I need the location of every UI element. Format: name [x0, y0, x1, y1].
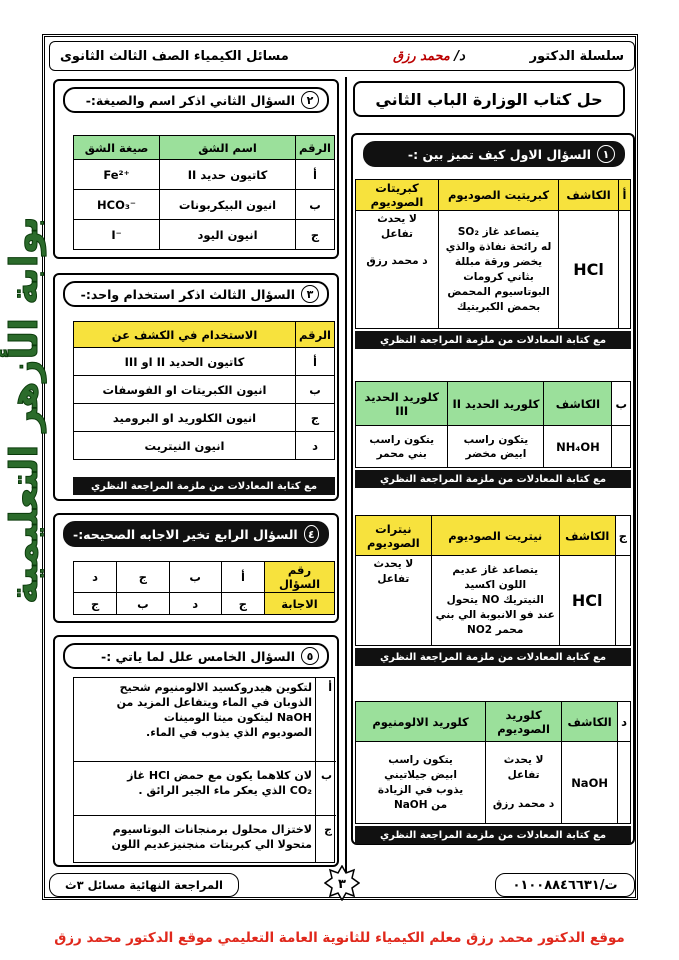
q2-row-name: كاتيون حديد II	[160, 160, 296, 190]
series-title: سلسلة الدكتور	[529, 48, 624, 64]
q4-row1-cell: ب	[169, 562, 221, 593]
q1b-col1	[448, 426, 544, 468]
q5-list	[73, 677, 335, 863]
q1c-header-col2: نيترات الصوديوم	[356, 516, 432, 556]
q1d-header-col1: كلوريد الصوديوم	[486, 702, 562, 742]
q5-line: الصوديوم الذي يذوب في الماء.	[146, 726, 312, 739]
q4-row2-cell: ب	[117, 593, 169, 615]
q1b-col2	[356, 426, 448, 468]
q3-row-use: انيون الكلوريد او البروميد	[74, 404, 296, 432]
q2-row-name: انيون البيكربونات	[160, 190, 296, 220]
q1a-header-col1: كبريتيت الصوديوم	[439, 180, 559, 211]
q1c-col1	[431, 556, 559, 646]
q3-box	[53, 273, 339, 501]
q5-line: لاختزال محلول برمنجانات البوتاسيوم	[112, 823, 312, 836]
q1-part-b	[355, 381, 631, 488]
q3-title-text: السؤال الثالث اذكر استخدام واحد:-	[80, 286, 295, 302]
q4-row2-cell: د	[169, 593, 221, 615]
q1d-header-col2: كلوريد الالومنيوم	[356, 702, 486, 742]
q2-row-formula: HCO₃⁻	[74, 190, 160, 220]
watermark-text: بوابة الأزهر التعليمية	[2, 216, 46, 604]
q5-row-text	[78, 822, 312, 852]
q1c-col1-line: عند فو الانبوبة الي بني	[435, 609, 555, 621]
q1b-col2-line: بني محمر	[376, 447, 427, 460]
q1a-col1-line: البوتاسيوم المحمض	[447, 285, 550, 298]
page-header	[49, 41, 635, 71]
q2-row-letter: ج	[296, 220, 335, 250]
q1d-letter-empty	[618, 742, 631, 824]
q3-table	[73, 321, 335, 460]
q2-row-formula: I⁻	[74, 220, 160, 250]
q1d-reagent: NaOH	[562, 742, 618, 824]
q2-row-name: انيون اليود	[160, 220, 296, 250]
q1a-col2	[356, 211, 439, 329]
q1d-col1-line: تفاعل	[507, 769, 540, 781]
q1c-col2-line: تفاعل	[377, 573, 410, 585]
q1a-header-reagent: الكاشف	[559, 180, 619, 211]
q1c-col1-line: اللون اكسيد	[464, 579, 527, 591]
q2-row-letter: أ	[296, 160, 335, 190]
q1a-col1	[439, 211, 559, 329]
q1d-col1	[486, 742, 562, 824]
q1b-col2-line: يتكون راسب	[369, 433, 435, 446]
q1c-col1-line: محمر NO2	[467, 624, 524, 636]
q1c-letter-empty	[615, 556, 630, 646]
q1a-reagent: HCl	[559, 211, 619, 329]
q3-row-letter: أ	[296, 348, 335, 376]
q1d-col2-line: يتكون راسب	[388, 753, 453, 766]
q1c-col1-line: يتصاعد غاز عديم	[452, 564, 539, 576]
q5-row-b	[74, 762, 336, 816]
q1a-col1-line: يتصاعد غاز SO₂	[457, 225, 540, 238]
bottom-row	[49, 871, 635, 899]
q1a-col1-line: له رائحة نفاذة والذي	[445, 240, 552, 253]
q1c-table	[355, 515, 631, 646]
q2-box	[53, 79, 339, 259]
q1d-col1-line: لا يحدث	[503, 754, 544, 766]
q1d-signature: د محمد رزق	[492, 798, 555, 810]
q2-table	[73, 135, 335, 250]
author-name: محمد رزق	[393, 48, 450, 64]
q2-title	[63, 87, 329, 113]
q4-row2-cell: ج	[221, 593, 264, 615]
q4-row1-label: رقم السؤال	[265, 562, 335, 593]
q5-row-letter: ب	[320, 769, 332, 782]
q1b-header-col2: كلوريد الحديد III	[356, 382, 448, 426]
page-number-badge	[324, 865, 360, 901]
q1b-letter-empty	[612, 426, 631, 468]
q1d-equations-note: مع كتابة المعادلات من ملزمة المراجعة النظري	[355, 826, 631, 844]
q3-number: ٣	[301, 285, 319, 303]
author	[364, 49, 494, 64]
q4-row1-cell: أ	[221, 562, 264, 593]
q5-row-letter: ج	[324, 823, 332, 836]
page-number: ٣	[338, 877, 346, 892]
q5-line: لتكوين هيدروكسيد الالومنيوم شحيح	[119, 681, 312, 694]
q1a-col1-line: بحمض الكبريتيك	[456, 300, 541, 313]
q5-number: ٥	[301, 647, 319, 665]
main-title: حل كتاب الوزارة الباب الثاني	[353, 81, 625, 117]
q1a-col2-line: لا يحدث	[377, 213, 417, 225]
q5-row-text	[78, 680, 312, 740]
q5-box	[53, 635, 339, 867]
q1b-letter: ب	[612, 382, 631, 426]
q5-line: لان كلاهما يكون مع حمض HCl غاز	[127, 769, 312, 782]
q2-number: ٢	[301, 91, 319, 109]
q1a-col1-line: يخضر ورقة مبللة	[454, 255, 543, 268]
q5-line: NaOH ليتكون ميتا الومينات	[163, 711, 312, 724]
q1a-letter: أ	[619, 180, 631, 211]
column-divider	[345, 77, 347, 877]
q1a-col2-line: تفاعل	[381, 228, 413, 240]
q3-title	[63, 281, 329, 307]
q1d-col2	[356, 742, 486, 824]
q4-title	[63, 521, 329, 547]
q1-title	[363, 141, 625, 167]
q1b-header-col1: كلوريد الحديد II	[448, 382, 544, 426]
q5-line: CO₂ الذي يعكر ماء الجير الرائق .	[138, 784, 312, 797]
q1c-col2	[356, 556, 432, 646]
subject-title: مسائل الكيمياء الصف الثالث الثانوى	[60, 48, 289, 64]
page-frame	[42, 34, 638, 900]
q4-box	[53, 513, 339, 623]
q3-header-number: الرقم	[296, 322, 335, 348]
q3-row-use: انيون النيتريت	[74, 432, 296, 460]
q1c-col2-line: لا يحدث	[373, 558, 414, 570]
q2-header-formula: صيغة الشق	[74, 136, 160, 160]
q1-title-text: السؤال الاول كيف تميز بين :-	[407, 146, 591, 162]
q2-title-text: السؤال الثاني اذكر اسم والصيغة:-	[85, 92, 295, 108]
q5-line: متحولا الي كبريتات منجنيزعديم اللون	[111, 838, 312, 851]
review-label: المراجعة النهائية مسائل ٣ث	[49, 873, 239, 897]
q2-row-formula: Fe²⁺	[74, 160, 160, 190]
q2-header-number: الرقم	[296, 136, 335, 160]
q1b-reagent: NH₄OH	[544, 426, 612, 468]
q1a-col1-line: بثاني كرومات	[463, 270, 534, 283]
q3-row-letter: ب	[296, 376, 335, 404]
phone-number: ت/٠١٠٠٨٨٤٦٦٣١	[495, 873, 635, 897]
q5-title-text: السؤال الخامس علل لما ياتي :-	[101, 648, 295, 664]
q5-title	[63, 643, 329, 669]
q1b-table	[355, 381, 631, 468]
q4-row1-cell: ج	[117, 562, 169, 593]
q1c-reagent: HCl	[559, 556, 615, 646]
site-banner: موقع الدكتور محمد رزق معلم الكيمياء للثانوية العامة التعليمي موقع الدكتور محمد رزق	[54, 930, 625, 946]
q1b-col1-line: يتكون راسب	[463, 433, 529, 446]
q5-row-a	[74, 678, 336, 762]
q1a-table	[355, 179, 631, 329]
q4-title-text: السؤال الرابع تخير الاجابه الصحيحه:-	[73, 526, 298, 542]
q4-number: ٤	[304, 525, 319, 543]
q1c-col1-line: النيتريك NO يتحول	[446, 594, 544, 606]
q1b-header-reagent: الكاشف	[544, 382, 612, 426]
q1d-table	[355, 701, 631, 824]
q1d-col2-line: يذوب في الزيادة	[377, 783, 464, 796]
q1b-col1-line: ابيض مخضر	[465, 447, 527, 460]
q1d-header-reagent: الكاشف	[562, 702, 618, 742]
q2-header-name: اسم الشق	[160, 136, 296, 160]
q4-table	[73, 561, 335, 615]
q1d-letter: د	[618, 702, 631, 742]
q1a-letter-empty	[619, 211, 631, 329]
q1a-equations-note: مع كتابة المعادلات من ملزمة المراجعة النظري	[355, 331, 631, 349]
q1c-equations-note: مع كتابة المعادلات من ملزمة المراجعة النظري	[355, 648, 631, 666]
q4-row2-label: الاجابة	[265, 593, 335, 615]
q5-line: الذوبان في الماء ويتفاعل المزيد من	[116, 696, 312, 709]
q3-header-use: الاستخدام في الكشف عن	[74, 322, 296, 348]
q5-row-c	[74, 816, 336, 862]
q1-number: ١	[597, 145, 615, 163]
q1b-equations-note: مع كتابة المعادلات من ملزمة المراجعة النظري	[355, 470, 631, 488]
q1-part-a	[355, 179, 631, 349]
q3-row-use: انيون الكبريتات او الفوسفات	[74, 376, 296, 404]
q1a-signature: د محمد رزق	[366, 255, 428, 267]
q2-row-letter: ب	[296, 190, 335, 220]
q1-part-d	[355, 701, 631, 844]
q1d-col2-line: ابيض جيلاتيني	[384, 768, 457, 781]
author-prefix: د/	[454, 48, 465, 64]
q1a-header-col2: كبريتات الصوديوم	[356, 180, 439, 211]
q3-row-letter: د	[296, 432, 335, 460]
q5-row-text	[78, 768, 312, 798]
q1c-header-col1: نيتريت الصوديوم	[431, 516, 559, 556]
q1c-letter: ج	[615, 516, 630, 556]
q1c-header-reagent: الكاشف	[559, 516, 615, 556]
q4-row2-cell: ج	[74, 593, 117, 615]
q3-equations-note: مع كتابة المعادلات من ملزمة المراجعة النظري	[73, 477, 335, 495]
q1-part-c	[355, 515, 631, 666]
q1d-col2-line: من NaOH	[393, 798, 448, 811]
q4-row1-cell: د	[74, 562, 117, 593]
q3-row-letter: ج	[296, 404, 335, 432]
q3-row-use: كاتيون الحديد II او III	[74, 348, 296, 376]
q5-row-letter: أ	[328, 681, 332, 694]
